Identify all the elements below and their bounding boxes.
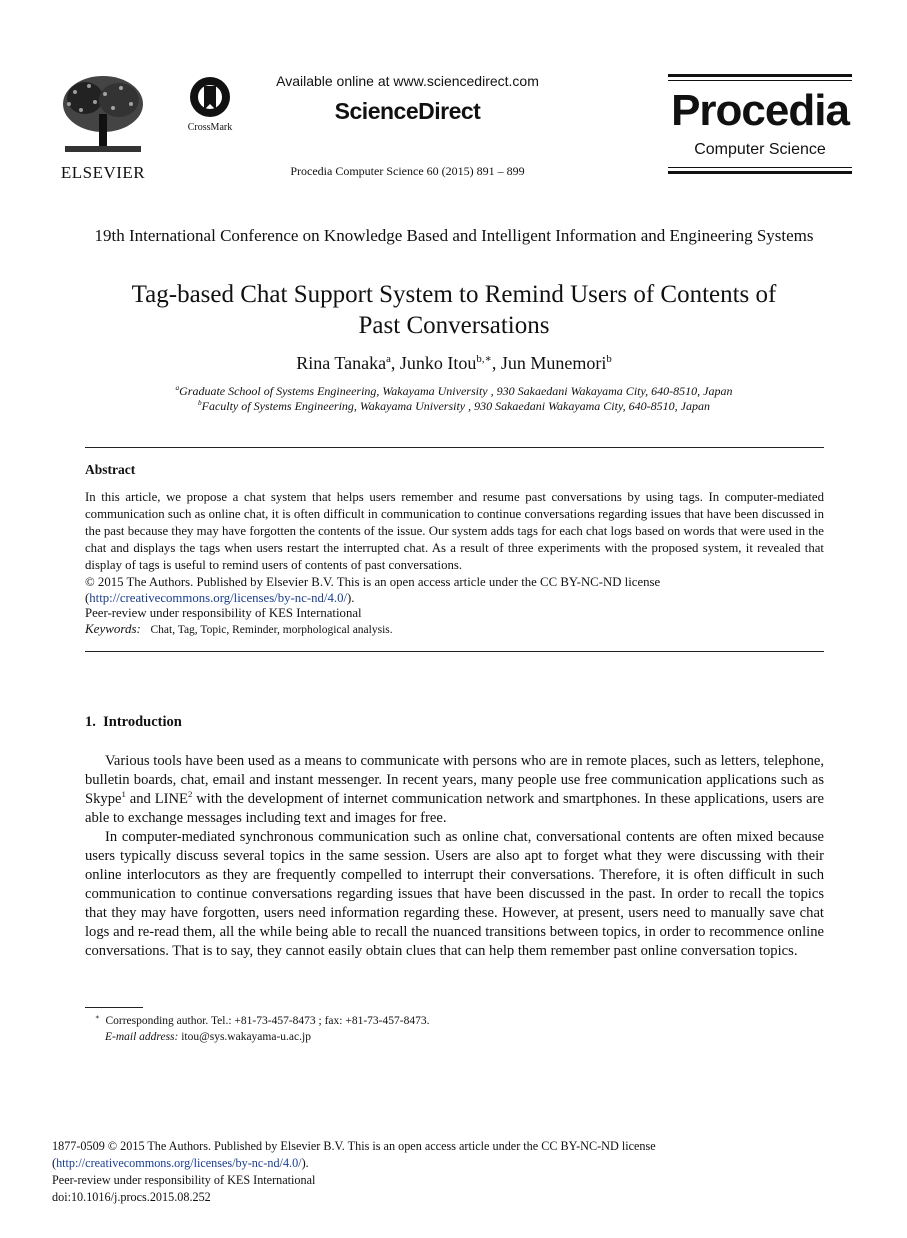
intro-paragraph-1 <box>85 752 824 828</box>
procedia-subtitle: Computer Science <box>694 141 826 158</box>
elsevier-tree-icon <box>55 74 151 156</box>
affiliation-a-mark: a <box>175 384 180 392</box>
intro-p1-part-c: with the development of internet communication network and smartphones. In these applications, users are able to exchange messages including text and images for free. <box>85 791 824 826</box>
affiliations <box>60 384 848 414</box>
crossmark-icon <box>188 76 232 118</box>
affiliation-b <box>60 399 848 414</box>
available-online: Available online at www.sciencedirect.com <box>276 73 539 89</box>
conference-name: 19th International Conference on Knowledge Based and Intelligent Information and Engineering Systems <box>94 226 814 245</box>
paper-title-line2: Past Conversations <box>358 312 550 339</box>
affiliation-a-text: Graduate School of Systems Engineering, Wakayama University , 930 Sakaedani Wakayama City, 640-8510, Japan <box>179 384 733 398</box>
introduction-heading: 1. Introduction <box>85 714 182 730</box>
abstract-section <box>85 461 824 638</box>
email-label: E-mail address: <box>105 1031 179 1043</box>
license-paren-open: ( <box>85 591 90 605</box>
introduction-body <box>85 752 824 961</box>
abstract-bottom-rule <box>85 651 824 652</box>
footer-paren-close: ). <box>301 1156 309 1170</box>
keywords <box>85 621 824 638</box>
journal-reference: Procedia Computer Science 60 (2015) 891 – 899 <box>290 164 525 178</box>
abstract-copyright: © 2015 The Authors. Published by Elsevier B.V. This is an open access article under the CC BY-NC-ND license <box>85 575 661 589</box>
paper-title <box>60 279 848 341</box>
license-link[interactable]: http://creativecommons.org/licenses/by-nc-nd/4.0/ <box>89 591 348 605</box>
author-1-affil: a <box>386 353 391 365</box>
intro-p1-part-a: Various tools have been used as a means to communicate with persons who are in remote places, such as letters, telephone, bulletin boards, chat, email and instant messenger. In recent years, many people use free communication applications such as Skype <box>85 753 824 807</box>
procedia-logo <box>668 74 852 176</box>
footnote-corresponding-text: Corresponding author. Tel.: +81-73-457-8473 ; fax: +81-73-457-8473. <box>105 1015 430 1027</box>
footer-paren-open: ( <box>52 1156 57 1170</box>
footer-copyright: 1877-0509 © 2015 The Authors. Published by Elsevier B.V. This is an open access article under the CC BY-NC-ND license <box>52 1139 656 1153</box>
author-3-affil: b <box>606 353 612 365</box>
author-1: Rina Tanaka <box>296 353 387 373</box>
footnote-ref-2: 2 <box>187 789 193 800</box>
abstract-license <box>85 590 824 606</box>
footer-doi[interactable]: doi:10.1016/j.procs.2015.08.252 <box>52 1190 211 1204</box>
author-separator: , <box>491 353 501 373</box>
keywords-list: Chat, Tag, Topic, Reminder, morphological analysis. <box>150 624 393 636</box>
sciencedirect-brand: ScienceDirect <box>334 98 481 124</box>
abstract-body: In this article, we propose a chat system that helps users remember and resume past conversations by using tags. In computer-mediated communication such as online chat, it is often difficult in communication to continue conversations regarding issues that have been discussed in the past because they may have forgotten the contents of the issue. Our system adds tags for each chat logs based on words that were used in the chat and displays the tags when users restart the interrupted chat. As a result of three experiments with the proposed system, it revealed that display of tags is useful to remind users of contents of past conversations. <box>85 490 824 572</box>
crossmark-label: CrossMark <box>187 122 233 133</box>
abstract-top-rule <box>85 447 824 448</box>
footnote-ref-1: 1 <box>121 789 126 800</box>
footer-license-link[interactable]: http://creativecommons.org/licenses/by-nc-nd/4.0/ <box>56 1156 302 1170</box>
abstract-heading: Abstract <box>85 462 136 477</box>
footer-license <box>52 1155 812 1172</box>
abstract-peer-review: Peer-review under responsibility of KES International <box>85 606 362 620</box>
paper-title-line1: Tag-based Chat Support System to Remind Users of Contents of <box>131 281 777 308</box>
keywords-label: Keywords: <box>85 621 141 636</box>
elsevier-wordmark: ELSEVIER <box>60 163 146 182</box>
procedia-title: Procedia <box>671 86 849 135</box>
page-footer <box>52 1138 812 1206</box>
email-address[interactable]: itou@sys.wakayama-u.ac.jp <box>181 1031 311 1043</box>
author-list <box>100 353 808 374</box>
footnote <box>85 1013 785 1045</box>
footnote-corresponding <box>85 1013 785 1029</box>
author-separator: , <box>390 353 400 373</box>
affiliation-b-text: Faculty of Systems Engineering, Wakayama University , 930 Sakaedani Wakayama City, 640-8510, Japan <box>201 399 710 413</box>
elsevier-logo <box>55 74 151 182</box>
affiliation-a <box>60 384 848 399</box>
intro-p1-part-b: and LINE <box>125 791 188 807</box>
footnote-rule <box>85 1007 143 1008</box>
author-2-affil: b,∗ <box>476 353 492 365</box>
author-3: Jun Munemori <box>500 353 607 373</box>
license-paren-close: ). <box>347 591 355 605</box>
footer-peer-review: Peer-review under responsibility of KES International <box>52 1173 316 1187</box>
footnote-email <box>85 1029 785 1045</box>
affiliation-b-mark: b <box>198 399 202 407</box>
footnote-mark: ∗ <box>95 1014 100 1022</box>
author-2: Junko Itou <box>399 353 477 373</box>
intro-paragraph-2: In computer-mediated synchronous communication such as online chat, conversational contents are often mixed because users typically discuss several topics in the same session. Users are also apt to forget what they were discussing with their online interlocutors as they are frequently compelled to interrupt their conversations. Therefore, it is often difficult in such communication to continue conversations regarding issues that have been discussed in the past. In order to recall the topics that they may have forgotten, users need information regarding these. However, at present, users need to manually save chat logs and re-read them, all the while being able to recall the nuanced transitions between topics, in order to recommence online conversations. That is to say, they cannot easily obtain clues that can help them remember past online conversation topics. <box>85 829 824 959</box>
